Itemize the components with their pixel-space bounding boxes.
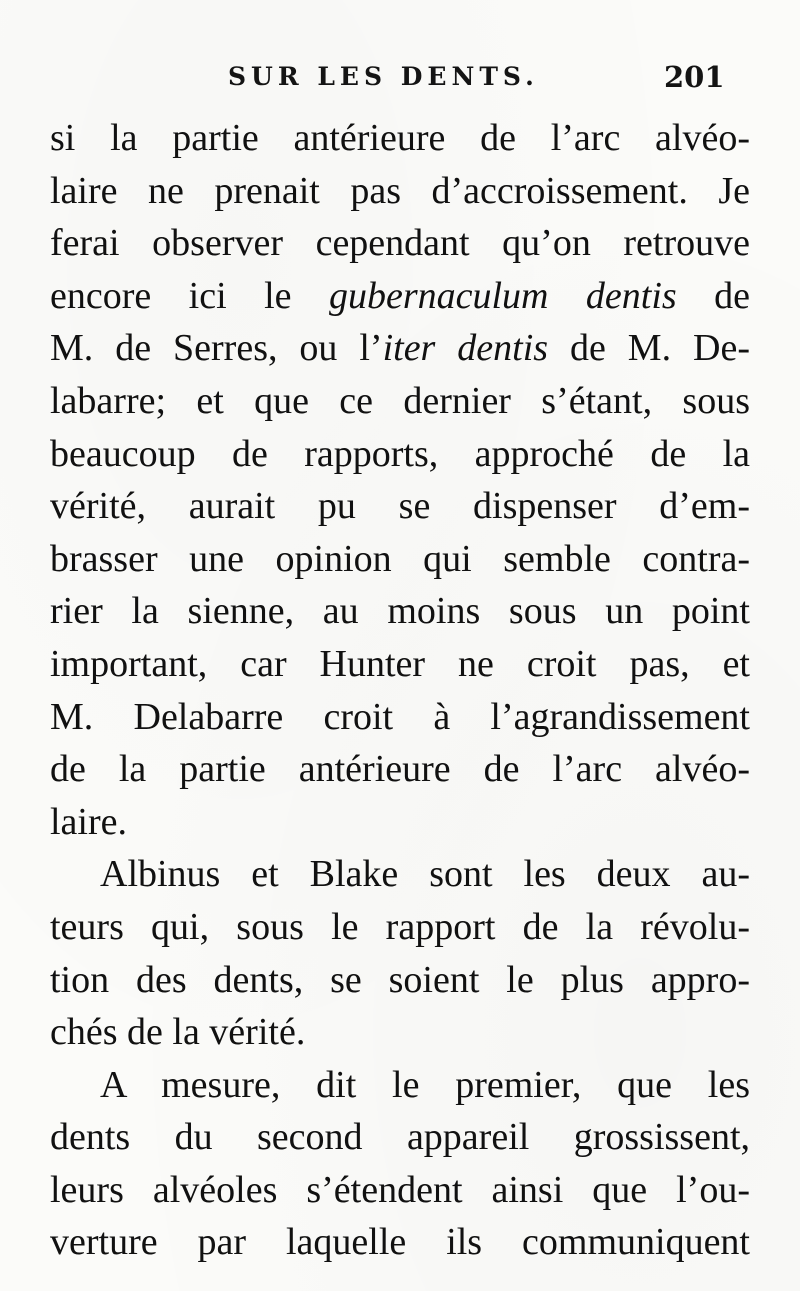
text-line: si la partie antérieure de l’arc alvéo- [50,117,750,159]
text-segment: de [676,274,750,317]
text-line: rier la sienne, au moins sous un point [50,590,750,633]
text-segment: de M. De- [548,327,750,370]
text-line: de la partie antérieure de l’arc alvéo- [50,748,750,791]
text-line: Albinus et Blake sont les deux au- [100,853,750,896]
text-segment: encore ici le [50,274,329,317]
italic-term: iter dentis [382,327,549,370]
text-line: ferai observer cependant qu’on retrouve [50,222,750,265]
body-text [50,112,750,1269]
text-line: leurs alvéoles s’étendent ainsi que l’ou- [50,1168,750,1211]
text-line [50,270,750,323]
text-segment: M. de Serres, ou l’ [50,327,383,370]
text-line: tion des dents, se soient le plus appro- [50,958,750,1001]
text-line [50,322,750,375]
text-line: beaucoup de rapports, approché de la [50,432,750,475]
running-head: SUR LES DENTS. [228,62,539,91]
page-number: 201 [664,60,725,94]
page-header [0,58,800,98]
text-line: laire ne prenait pas d’accroissement. Je [50,169,750,212]
text-line: vérité, aurait pu se dispenser d’em- [50,485,750,528]
italic-term: gubernaculum dentis [328,274,677,317]
text-line: labarre; et que ce dernier s’étant, sous [50,379,750,422]
text-line: dents du second appareil grossissent, [50,1116,750,1159]
text-line: important, car Hunter ne croit pas, et [50,642,750,685]
text-line: A mesure, dit le premier, que les [100,1063,750,1106]
text-line: brasser une opinion qui semble contra- [50,537,750,580]
text-line: laire. [50,800,128,843]
text-line: M. Delabarre croit à l’agrandissement [50,695,750,738]
text-line: chés de la vérité. [50,1011,306,1054]
text-line: teurs qui, sous le rapport de la révolu- [50,905,750,948]
text-line: verture par laquelle ils communiquent [50,1221,750,1264]
